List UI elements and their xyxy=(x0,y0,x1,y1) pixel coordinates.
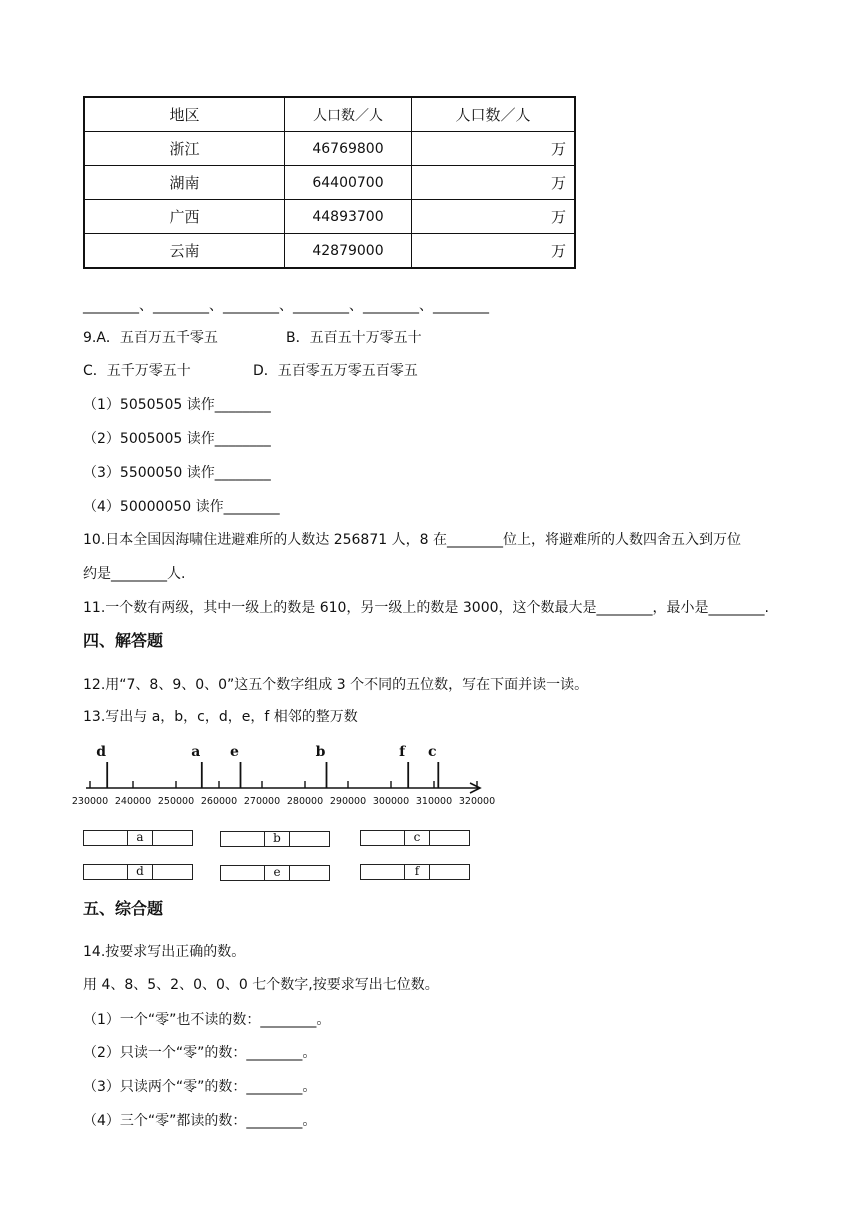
cell-population: 64400700 xyxy=(285,166,412,200)
number-line-marker-label: f xyxy=(399,744,406,760)
box-label: a xyxy=(127,831,153,845)
cell-region: 广西 xyxy=(84,200,285,234)
q14-item: （1）一个“零”也不读的数：________。 xyxy=(83,1012,331,1028)
number-line-tick-label: 230000 xyxy=(71,796,109,807)
answer-box-f[interactable] xyxy=(360,864,470,880)
cell-unit[interactable]: 万 xyxy=(412,200,576,234)
q14-item: （2）只读一个“零”的数：________。 xyxy=(83,1045,317,1061)
q14-intro: 用 4、8、5、2、0、0、0 七个数字,按要求写出七位数。 xyxy=(83,977,439,993)
number-line-figure xyxy=(71,738,496,810)
number-line-marker-label: e xyxy=(230,744,239,760)
box-label: e xyxy=(264,866,290,880)
number-line-tick-label: 260000 xyxy=(200,796,238,807)
q9-option-b: B．五百五十万零五十 xyxy=(286,330,422,346)
box-label: b xyxy=(264,832,290,846)
cell-population: 46769800 xyxy=(285,132,412,166)
q13-text: 13.写出与 a，b，c，d，e，f 相邻的整万数 xyxy=(83,709,358,725)
number-line-marker-label: a xyxy=(191,744,201,760)
q9-option-c: C．五千万零五十 xyxy=(83,363,191,379)
q9-option-d: D．五百零五万零五百零五 xyxy=(253,363,418,379)
header-population-wan: 人口数／人 xyxy=(412,97,576,132)
cell-region: 浙江 xyxy=(84,132,285,166)
answer-box-b[interactable] xyxy=(220,831,330,847)
header-population: 人口数／人 xyxy=(285,97,412,132)
answer-box-a[interactable] xyxy=(83,830,193,846)
section-heading-4: 四、解答题 xyxy=(83,631,164,650)
number-line-marker-label: d xyxy=(96,744,107,760)
answer-blanks-line[interactable]: ________、________、________、________、________、________ xyxy=(83,298,489,314)
q9-item: （4）50000050 读作________ xyxy=(83,499,280,515)
q12-text: 12.用“7、8、9、0、0”这五个数字组成 3 个不同的五位数，写在下面并读一读。 xyxy=(83,677,589,693)
number-line-tick-label: 320000 xyxy=(458,796,496,807)
section-heading-5: 五、综合题 xyxy=(83,899,164,918)
q9-item: （2）5005005 读作________ xyxy=(83,431,271,447)
number-line-tick-label: 240000 xyxy=(114,796,152,807)
table-row xyxy=(84,132,575,166)
q14-item: （4）三个“零”都读的数：________。 xyxy=(83,1113,317,1129)
cell-population: 44893700 xyxy=(285,200,412,234)
q9-option-a: 9.A．五百万五千零五 xyxy=(83,330,218,346)
table-row xyxy=(84,200,575,234)
cell-unit[interactable]: 万 xyxy=(412,166,576,200)
answer-box-e[interactable] xyxy=(220,865,330,881)
box-label: d xyxy=(127,865,153,879)
q14-title: 14.按要求写出正确的数。 xyxy=(83,944,246,960)
box-label: f xyxy=(404,865,430,879)
header-region: 地区 xyxy=(84,97,285,132)
population-table xyxy=(83,96,576,269)
number-line-tick-label: 280000 xyxy=(286,796,324,807)
table-row xyxy=(84,234,575,269)
table-row xyxy=(84,166,575,200)
number-line-tick-label: 310000 xyxy=(415,796,453,807)
cell-unit[interactable]: 万 xyxy=(412,234,576,269)
answer-box-d[interactable] xyxy=(83,864,193,880)
cell-population: 42879000 xyxy=(285,234,412,269)
answer-box-c[interactable] xyxy=(360,830,470,846)
q9-item: （1）5050505 读作________ xyxy=(83,397,271,413)
number-line-tick-label: 300000 xyxy=(372,796,410,807)
number-line-tick-label: 270000 xyxy=(243,796,281,807)
table-header-row xyxy=(84,97,575,132)
number-line-marker-label: b xyxy=(315,744,326,760)
cell-region: 云南 xyxy=(84,234,285,269)
number-line-tick-label: 290000 xyxy=(329,796,367,807)
box-label: c xyxy=(404,831,430,845)
cell-region: 湖南 xyxy=(84,166,285,200)
number-line-marker-label: c xyxy=(428,744,437,760)
q9-item: （3）5500050 读作________ xyxy=(83,465,271,481)
q10-line1: 10.日本全国因海啸住进避难所的人数达 256871 人，8 在________位上，将避难所的人数四舍五入到万位 xyxy=(83,532,741,548)
cell-unit[interactable]: 万 xyxy=(412,132,576,166)
q14-item: （3）只读两个“零”的数：________。 xyxy=(83,1079,317,1095)
q10-line2: 约是________人. xyxy=(83,566,186,582)
q11-text: 11.一个数有两级，其中一级上的数是 610，另一级上的数是 3000，这个数最大是________，最小是________. xyxy=(83,600,769,616)
number-line-tick-label: 250000 xyxy=(157,796,195,807)
